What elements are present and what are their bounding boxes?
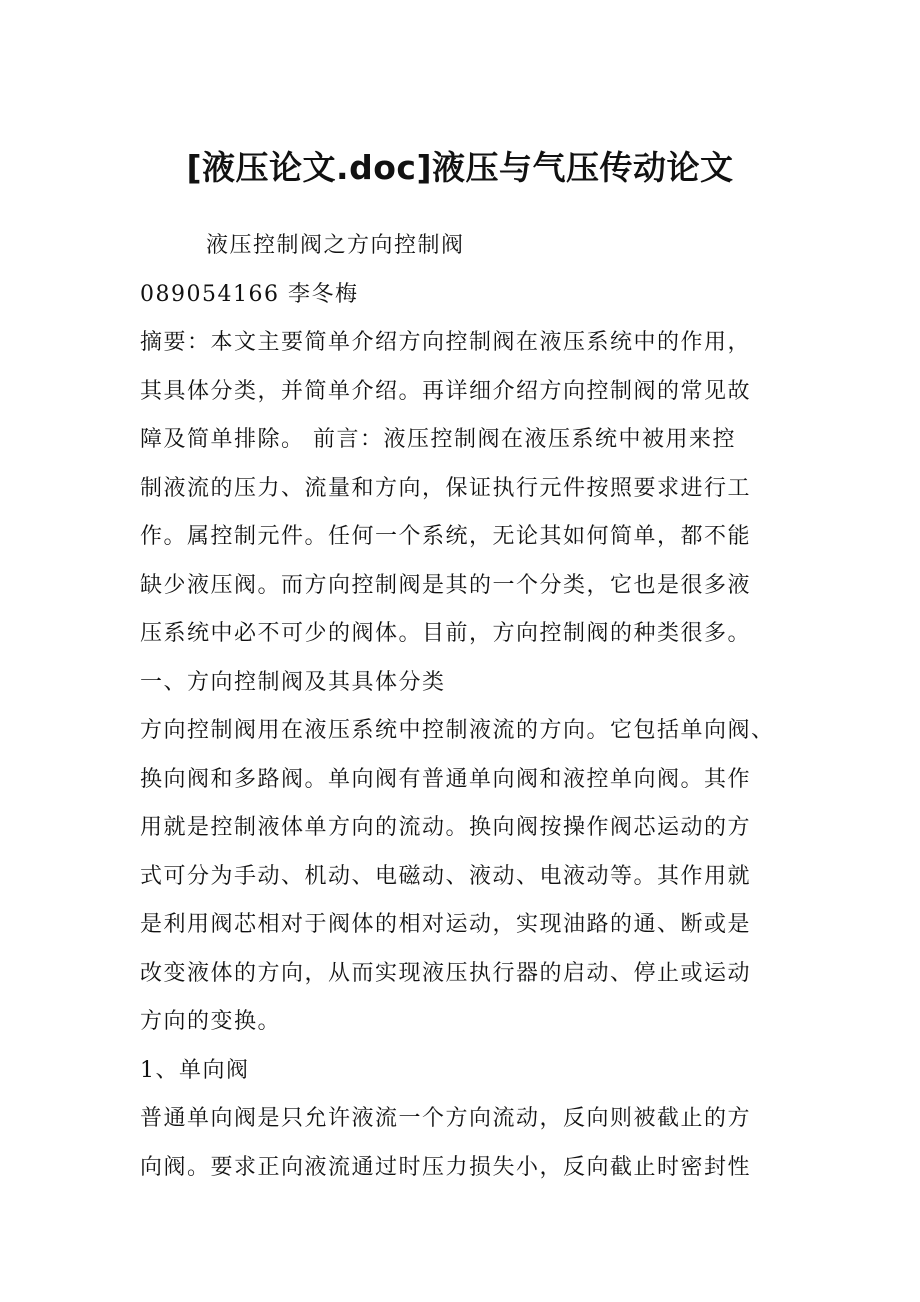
paragraph-line: 向阀。要求正向液流通过时压力损失小，反向截止时密封性	[140, 1154, 752, 1180]
subsection-heading: 1、单向阀	[140, 1057, 250, 1083]
preface-line: 作。属控制元件。任何一个系统，无论其如何简单，都不能	[140, 524, 752, 549]
paragraph-line: 式可分为手动、机动、电磁动、液动、电液动等。其作用就	[140, 863, 752, 889]
paragraph-line: 方向控制阀用在液压系统中控制液流的方向。它包括单向阀、	[140, 718, 775, 743]
preface-line: 制液流的压力、流量和方向，保证执行元件按照要求进行工	[140, 475, 752, 501]
preface-line: 压系统中必不可少的阀体。目前，方向控制阀的种类很多。	[140, 621, 752, 646]
preface-line: 缺少液压阀。而方向控制阀是其的一个分类，它也是很多液	[140, 572, 752, 598]
paragraph-line: 用就是控制液体单方向的流动。换向阀按操作阀芯运动的方	[140, 815, 752, 840]
document-body	[140, 222, 800, 1192]
paragraph-line: 改变液体的方向，从而实现液压执行器的启动、停止或运动	[140, 960, 752, 986]
abstract-line: 摘要：本文主要简单介绍方向控制阀在液压系统中的作用，	[140, 330, 752, 355]
abstract-line: 其具体分类，并简单介绍。再详细介绍方向控制阀的常见故	[140, 378, 752, 404]
section-heading: 一、方向控制阀及其具体分类	[140, 669, 446, 695]
paragraph-line: 是利用阀芯相对于阀体的相对运动，实现油路的通、断或是	[140, 912, 752, 937]
paragraph-line: 普通单向阀是只允许液流一个方向流动，反向则被截止的方	[140, 1106, 752, 1131]
abstract-line: 障及简单排除。 前言：液压控制阀在液压系统中被用来控	[140, 427, 736, 452]
document-subtitle: 液压控制阀之方向控制阀	[206, 233, 465, 258]
author-line: 089054166 李冬梅	[140, 281, 359, 307]
paragraph-line: 方向的变换。	[140, 1009, 282, 1034]
paragraph-line: 换向阀和多路阀。单向阀有普通单向阀和液控单向阀。其作	[140, 766, 752, 792]
document-title: [液压论文.doc]液压与气压传动论文	[186, 148, 734, 187]
